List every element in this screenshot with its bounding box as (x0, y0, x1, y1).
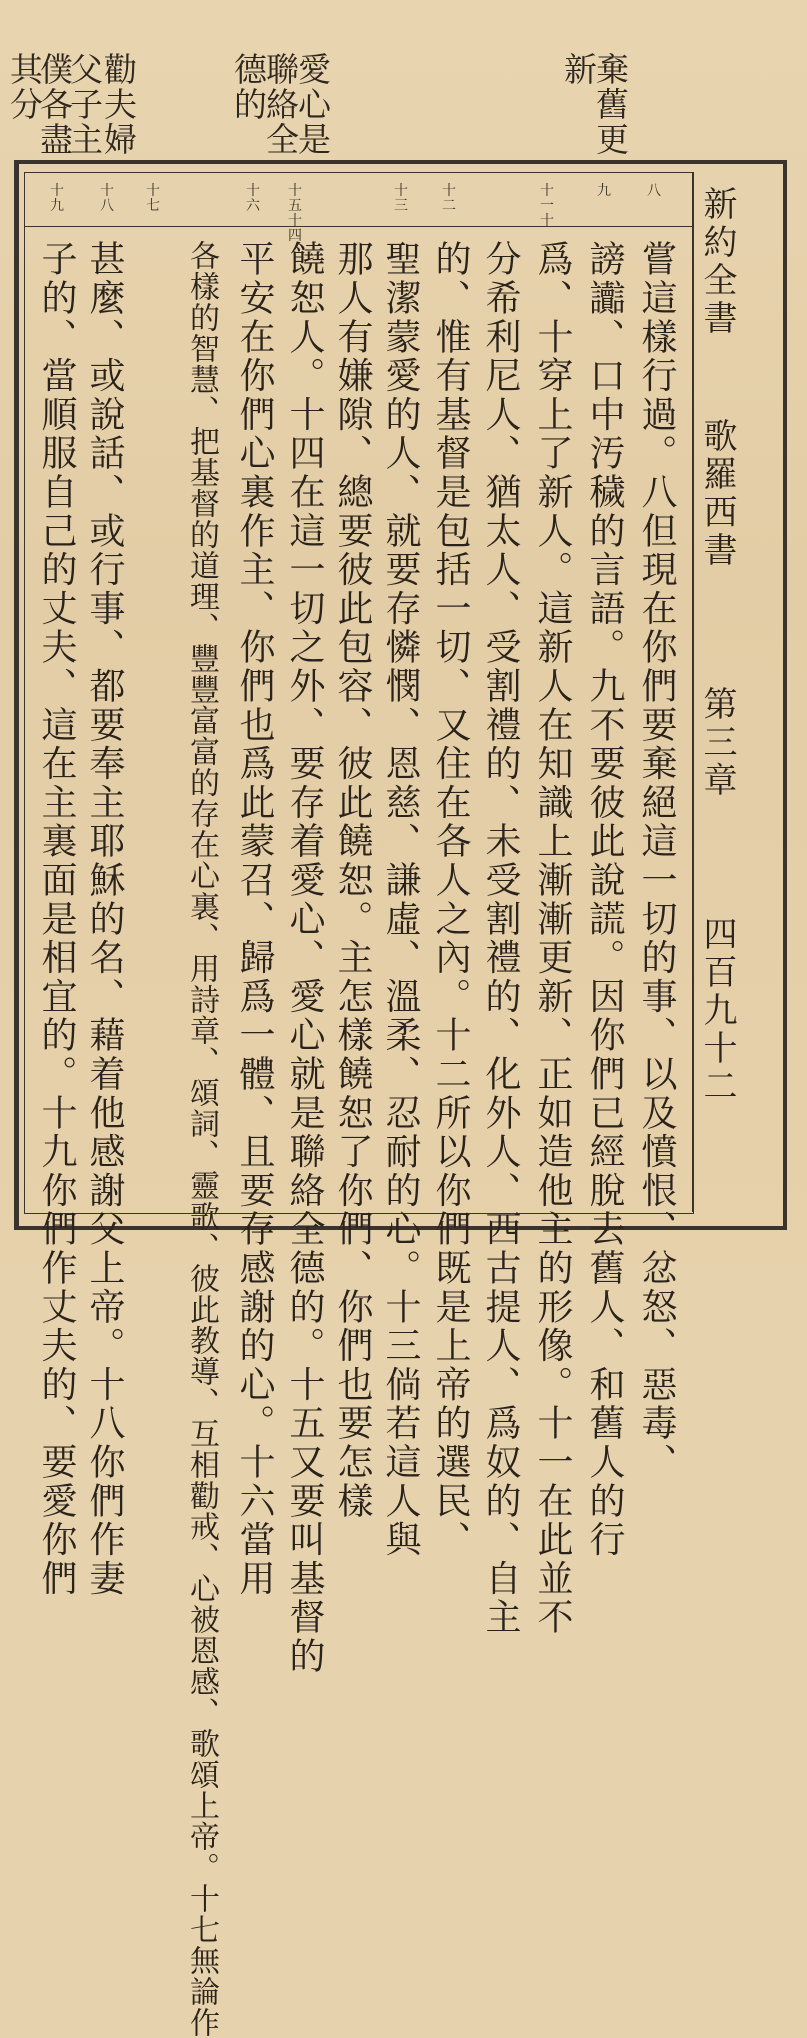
heading-column: 新 (559, 52, 598, 87)
page-number: 四百九十二 (697, 916, 737, 1106)
text-column: 爲、十穿上了新人。這新人在知識上漸漸更新、正如造他主的形像。十一在此並不 (532, 240, 573, 1637)
sidebar-divider (692, 172, 693, 1212)
heading-column: 僕各盡 (35, 52, 74, 157)
verse-number: 十一十 (540, 183, 554, 229)
heading-column: 其分 (5, 52, 44, 122)
text-column: 平安在你們心裏作主、你們也爲此蒙召、歸爲一體、且要存感謝的心。十六當用 (234, 240, 275, 1598)
verse-number: 十八 (100, 183, 114, 214)
heading-column: 棄舊更 (591, 52, 630, 157)
text-column: 甚麼、或說話、或行事、都要奉主耶穌的名、藉着他感謝父上帝。十八你們作妻 (84, 240, 125, 1598)
text-column: 嘗這樣行過。八但現在你們要棄絕這一切的事、以及憤恨、忿怒、惡毒、 (636, 240, 677, 1482)
verse-number-divider (24, 226, 692, 227)
verse-number: 十九 (50, 183, 64, 214)
text-column: 饒恕人。十四在這一切之外、要存着愛心、愛心就是聯絡全德的。十五又要叫基督的 (284, 240, 325, 1676)
heading-column: 父子主 (65, 52, 104, 157)
verse-number: 十二 (442, 183, 456, 214)
heading-column: 愛心是 (293, 52, 332, 157)
text-column: 的、惟有基督是包括一切、又住在各人之內。十二所以你們既是上帝的選民、 (430, 240, 471, 1560)
heading-column: 德的 (229, 52, 268, 122)
book-title: 歌羅西書 (697, 418, 737, 570)
text-column: 分希利尼人、猶太人、受割禮的、未受割禮的、化外人、西古提人、爲奴的、自主 (480, 240, 521, 1637)
text-column: 子的、當順服自己的丈夫、這在主裏面是相宜的。十九你們作丈夫的、要愛你們 (36, 240, 77, 1598)
verse-number: 十五十四 (288, 183, 302, 244)
heading-column: 勸夫婦 (99, 52, 138, 157)
verse-number: 十六 (246, 183, 260, 214)
running-head (697, 186, 737, 1106)
text-column: 各樣的智慧、把基督的道理、豐豐富富的存在心裏、用詩章、頌詞、靈歌、彼此教導、互相勸戒、心被恩感、歌頌上帝。十七無論作 (184, 240, 219, 2038)
verse-number: 八 (647, 183, 661, 199)
heading-column: 聯絡全 (261, 52, 300, 157)
verse-number: 十七 (146, 183, 160, 214)
text-column: 聖潔蒙愛的人、就要存憐憫、恩慈、謙虛、溫柔、忍耐的心。十三倘若這人與 (380, 240, 421, 1560)
text-column: 謗讟、口中汚穢的言語。九不要彼此說謊。因你們已經脫去舊人、和舊人的行 (584, 240, 625, 1560)
text-column: 那人有嫌隙、總要彼此包容、彼此饒恕。主怎樣饒恕了你們、你們也要怎樣 (332, 240, 373, 1521)
verse-number: 九 (597, 183, 611, 199)
chapter-label: 第三章 (697, 686, 737, 800)
book-name: 新約全書 (697, 186, 737, 338)
verse-number: 十三 (394, 183, 408, 214)
